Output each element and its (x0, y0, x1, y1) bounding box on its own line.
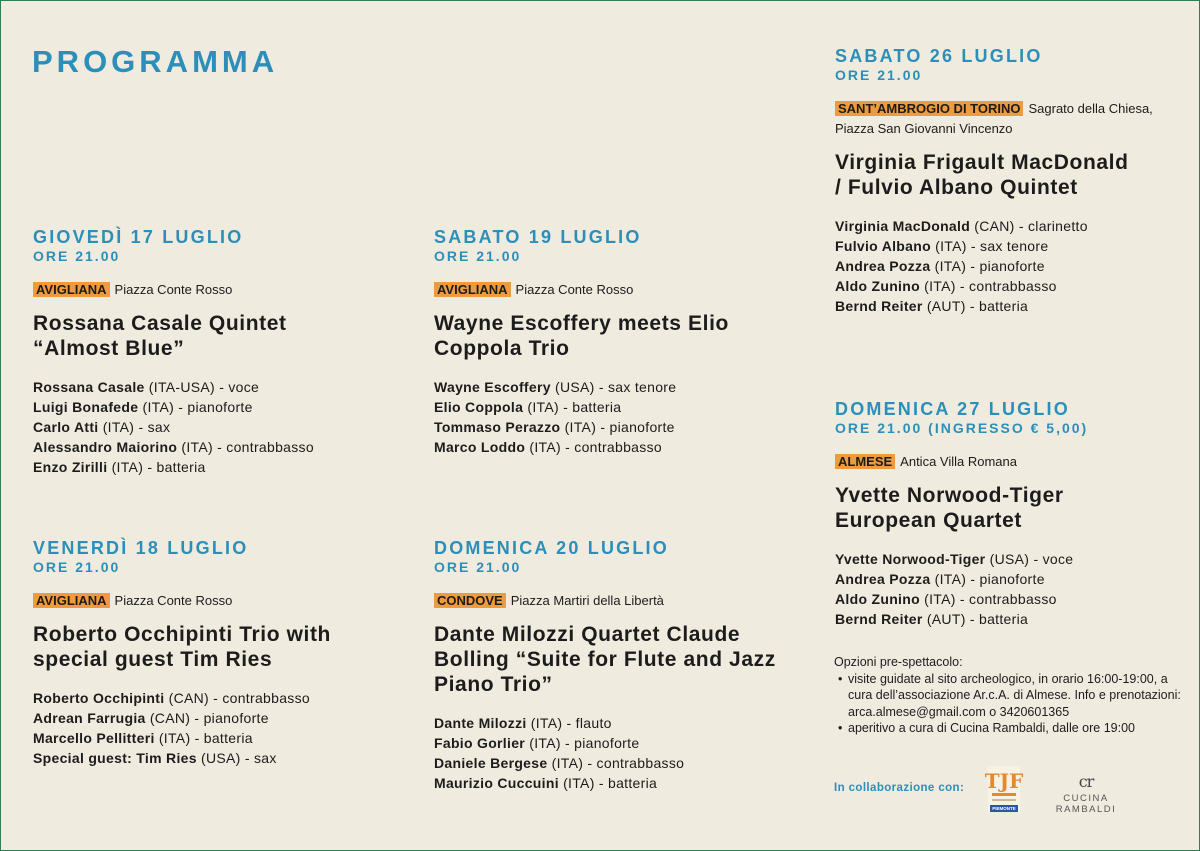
concert-title: Wayne Escoffery meets Elio Coppola Trio (434, 312, 729, 360)
event-venue (33, 591, 393, 611)
cucina-rambaldi-logo (1034, 772, 1138, 815)
musician-role: (ITA) - pianoforte (564, 419, 675, 435)
lineup-row (434, 397, 794, 417)
musician-role: (ITA) - pianoforte (934, 258, 1045, 274)
musician-role: (CAN) - pianoforte (149, 710, 269, 726)
lineup-row (434, 773, 794, 793)
event-day: VENERDÌ 18 LUGLIO (33, 538, 249, 558)
event-venue (434, 591, 794, 611)
town-tag: SANT’AMBROGIO DI TORINO (835, 101, 1023, 116)
musician-name: Wayne Escoffery (434, 379, 551, 395)
lineup-row (835, 256, 1195, 276)
lineup (434, 713, 794, 793)
musician-name: Andrea Pozza (835, 258, 931, 274)
cucina-rambaldi-mark: cr (1078, 772, 1094, 791)
town-tag: AVIGLIANA (434, 282, 511, 297)
musician-role: (ITA) - pianoforte (142, 399, 253, 415)
venue-place: Piazza Conte Rosso (114, 593, 233, 608)
musician-role: (ITA) - contrabbasso (529, 439, 662, 455)
musician-role: (ITA) - contrabbasso (551, 755, 685, 771)
lineup-row (835, 296, 1195, 316)
venue-place: Piazza Martiri della Libertà (510, 593, 664, 608)
town-tag: CONDOVE (434, 593, 506, 608)
lineup-row (835, 609, 1195, 629)
event-venerdi-18 (33, 538, 393, 768)
musician-name: Yvette Norwood-Tiger (835, 551, 986, 567)
musician-name: Fabio Gorlier (434, 735, 526, 751)
event-time: ORE 21.00 (434, 248, 522, 264)
musician-name: Marco Loddo (434, 439, 526, 455)
concert-title: Yvette Norwood-Tiger European Quartet (835, 484, 1064, 532)
lineup-row (33, 377, 393, 397)
event-day: SABATO 19 LUGLIO (434, 227, 642, 247)
musician-name: Carlo Atti (33, 419, 99, 435)
event-time: ORE 21.00 (INGRESSO € 5,00) (835, 420, 1089, 436)
venue-place: Sagrato della Chiesa, Piazza San Giovanni Vincenzo (835, 101, 1153, 136)
event-time: ORE 21.00 (434, 559, 522, 575)
musician-role: (CAN) - contrabbasso (168, 690, 310, 706)
lineup-row (33, 728, 393, 748)
musician-role: (ITA) - contrabbasso (924, 278, 1057, 294)
lineup-row (434, 377, 794, 397)
concert-title: Roberto Occhipinti Trio with special guest Tim Ries (33, 623, 331, 671)
event-time: ORE 21.00 (33, 559, 121, 575)
event-domenica-20 (434, 538, 794, 793)
venue-place: Antica Villa Romana (900, 454, 1017, 469)
lineup (33, 688, 393, 768)
musician-role: (ITA-USA) - voce (148, 379, 260, 395)
musician-name: Roberto Occhipinti (33, 690, 165, 706)
lineup-row (33, 397, 393, 417)
musician-role: (ITA) - batteria (158, 730, 253, 746)
musician-name: Bernd Reiter (835, 611, 923, 627)
event-domenica-27 (835, 399, 1195, 629)
event-sabato-19 (434, 227, 794, 457)
musician-role: (ITA) - batteria (563, 775, 658, 791)
lineup-row (835, 589, 1195, 609)
option-item: • aperitivo a cura di Cucina Rambaldi, dalle ore 19:00 (848, 720, 1184, 737)
musician-name: Adrean Farrugia (33, 710, 146, 726)
musician-name: Andrea Pozza (835, 571, 931, 587)
musician-role: (AUT) - batteria (926, 298, 1029, 314)
event-giovedi-17 (33, 227, 393, 477)
event-venue (33, 280, 393, 300)
venue-place: Piazza Conte Rosso (114, 282, 233, 297)
event-time: ORE 21.00 (835, 67, 923, 83)
lineup-row (434, 733, 794, 753)
lineup-row (434, 417, 794, 437)
collaboration-label: In collaborazione con: (834, 782, 965, 794)
musician-name: Elio Coppola (434, 399, 524, 415)
musician-role: (ITA) - pianoforte (934, 571, 1045, 587)
town-tag: AVIGLIANA (33, 282, 110, 297)
lineup-row (33, 437, 393, 457)
event-day: SABATO 26 LUGLIO (835, 46, 1043, 66)
event-sabato-26 (835, 46, 1195, 316)
musician-name: Enzo Zirilli (33, 459, 108, 475)
musician-role: (USA) - sax (201, 750, 277, 766)
musician-name: Special guest: Tim Ries (33, 750, 197, 766)
musician-name: Alessandro Maiorino (33, 439, 178, 455)
page-title: PROGRAMMA (32, 44, 279, 79)
lineup-row (835, 216, 1195, 236)
musician-name: Daniele Bergese (434, 755, 548, 771)
musician-role: (ITA) - sax (102, 419, 171, 435)
lineup (835, 549, 1195, 629)
event-venue (835, 452, 1195, 472)
town-tag: AVIGLIANA (33, 593, 110, 608)
concert-title: Virginia Frigault MacDonald / Fulvio Albano Quintet (835, 151, 1129, 199)
musician-name: Marcello Pellitteri (33, 730, 155, 746)
event-venue (434, 280, 794, 300)
musician-role: (ITA) - flauto (530, 715, 612, 731)
event-day: DOMENICA 20 LUGLIO (434, 538, 669, 558)
lineup-row (33, 417, 393, 437)
lineup-row (33, 457, 393, 477)
event-day: DOMENICA 27 LUGLIO (835, 399, 1070, 419)
options-heading: Opzioni pre-spettacolo: (834, 655, 963, 669)
lineup (835, 216, 1195, 316)
event-day: GIOVEDÌ 17 LUGLIO (33, 227, 244, 247)
musician-name: Maurizio Cuccuini (434, 775, 559, 791)
musician-name: Bernd Reiter (835, 298, 923, 314)
lineup-row (33, 688, 393, 708)
pre-show-options (834, 654, 1184, 737)
piemonte-logo-text: PIEMONTE (992, 806, 1016, 811)
musician-role: (ITA) - contrabbasso (924, 591, 1057, 607)
venue-place: Piazza Conte Rosso (515, 282, 634, 297)
musician-name: Rossana Casale (33, 379, 145, 395)
event-venue (835, 99, 1155, 139)
musician-role: (ITA) - sax tenore (935, 238, 1049, 254)
musician-name: Aldo Zunino (835, 591, 920, 607)
cucina-rambaldi-name: CUCINA RAMBALDI (1055, 793, 1117, 815)
lineup-row (835, 236, 1195, 256)
piemonte-logo (984, 766, 1024, 812)
lineup-row (835, 569, 1195, 589)
option-item: • visite guidate al sito archeologico, in orario 16:00-19:00, a cura dell’associazione Ar.c.A. di Almese. Info e prenotazioni: arca.almese@gmail.com o 3420601365 (848, 671, 1184, 721)
svg-text:TJF: TJF (984, 769, 1024, 793)
musician-name: Dante Milozzi (434, 715, 527, 731)
musician-name: Fulvio Albano (835, 238, 931, 254)
lineup-row (434, 437, 794, 457)
lineup-row (434, 753, 794, 773)
concert-title: Rossana Casale Quintet “Almost Blue” (33, 312, 287, 360)
lineup-row (434, 713, 794, 733)
musician-name: Aldo Zunino (835, 278, 920, 294)
lineup-row (33, 708, 393, 728)
event-time: ORE 21.00 (33, 248, 121, 264)
musician-role: (ITA) - contrabbasso (181, 439, 314, 455)
lineup-row (835, 276, 1195, 296)
musician-role: (ITA) - batteria (111, 459, 206, 475)
lineup-row (33, 748, 393, 768)
musician-role: (ITA) - pianoforte (529, 735, 640, 751)
town-tag: ALMESE (835, 454, 895, 469)
lineup (33, 377, 393, 477)
musician-role: (CAN) - clarinetto (974, 218, 1088, 234)
musician-name: Luigi Bonafede (33, 399, 139, 415)
lineup-row (835, 549, 1195, 569)
musician-name: Virginia MacDonald (835, 218, 971, 234)
musician-role: (USA) - voce (989, 551, 1074, 567)
options-list (834, 671, 1184, 737)
concert-title: Dante Milozzi Quartet Claude Bolling “Suite for Flute and Jazz Piano Trio” (434, 623, 776, 696)
musician-role: (ITA) - batteria (527, 399, 622, 415)
musician-role: (USA) - sax tenore (555, 379, 677, 395)
musician-role: (AUT) - batteria (926, 611, 1029, 627)
lineup (434, 377, 794, 457)
musician-name: Tommaso Perazzo (434, 419, 561, 435)
